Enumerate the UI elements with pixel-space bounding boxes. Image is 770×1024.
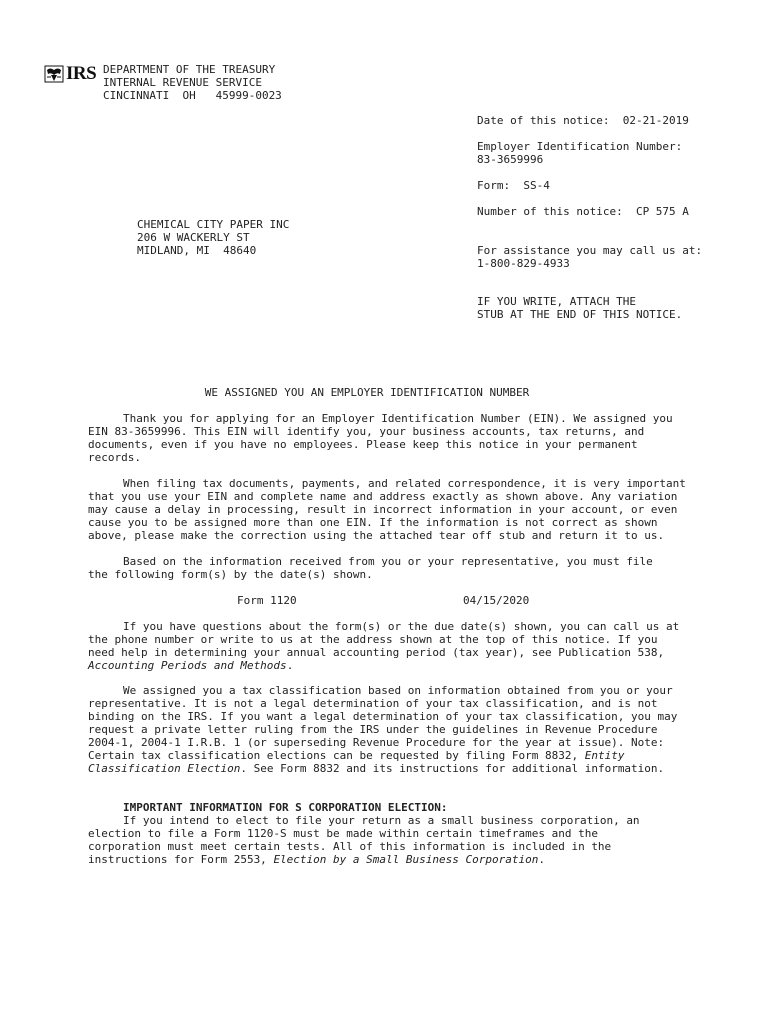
recipient-address [137, 218, 289, 257]
paragraph-4 [88, 620, 728, 672]
recipient-street: 206 W WACKERLY ST [137, 231, 250, 244]
paragraph-3: Based on the information received from you or your representative, you must file the following form(s) by the date(s) shown. [88, 555, 653, 581]
ein-block [477, 140, 682, 166]
eagle-icon [44, 64, 64, 84]
paragraph-5-end: . See Form 8832 and its instructions for additional information. [240, 762, 665, 775]
agency-line-2: INTERNAL REVENUE SERVICE [103, 76, 262, 89]
publication-title: Accounting Periods and Methods [88, 659, 287, 672]
notice-number: Number of this notice: CP 575 A [477, 205, 689, 218]
form-due-date: 04/15/2020 [463, 594, 530, 607]
important-heading [123, 788, 763, 814]
ein-label: Employer Identification Number: [477, 140, 683, 153]
agency-line-3: CINCINNATI OH 45999-0023 [103, 89, 282, 102]
notice-number-block [477, 205, 689, 218]
notice-title: WE ASSIGNED YOU AN EMPLOYER IDENTIFICATION NUMBER [204, 386, 530, 399]
agency-address [103, 63, 282, 102]
paragraph-1: Thank you for applying for an Employer Identification Number (EIN). We assigned you EIN 83-3659996. This EIN will identify you, your business accounts, tax returns, and documents, even if you have no employees. Please keep this notice in your permanent records. [88, 412, 673, 464]
important-heading-text: IMPORTANT INFORMATION FOR S CORPORATION ELECTION: [123, 801, 448, 814]
paragraph-4-end: . [286, 659, 294, 672]
form-2553-title: Election by a Small Business Corporation [273, 853, 539, 866]
paragraph-6 [88, 814, 728, 866]
paragraph-6-text: If you intend to elect to file your return as a small business corporation, an election to file a Form 1120-S must be made within certain timeframes and the corporation must meet certain tests. All of this information is included in the instructions for Form 2553, [88, 814, 640, 866]
irs-wordmark: IRS [66, 63, 97, 84]
form-block [477, 179, 550, 192]
recipient-city: MIDLAND, MI 48640 [137, 244, 257, 257]
paragraph-4-text: If you have questions about the form(s) or the due date(s) shown, you can call us at the phone number or write to us at the address shown at the top of this notice. If you need help in determining your annual accounting period (tax year), see Publication 538, [88, 620, 680, 659]
recipient-name: CHEMICAL CITY PAPER INC [137, 218, 290, 231]
assistance-block [477, 244, 702, 270]
paragraph-5 [88, 684, 728, 775]
write-line-2: STUB AT THE END OF THIS NOTICE. [477, 308, 683, 321]
paragraph-2: When filing tax documents, payments, and related correspondence, it is very important that you use your EIN and complete name and address exactly as shown above. Any variation may cause a delay in processing, result in incorrect information in your account, or even cause you to be assigned more than one EIN. If the information is not correct as shown above, please make the correction using the attached tear off stub and return it to us. [88, 477, 686, 542]
form-line: Form: SS-4 [477, 179, 550, 192]
notice-date-text: Date of this notice: 02-21-2019 [477, 114, 689, 127]
assistance-label: For assistance you may call us at: [477, 244, 703, 257]
ein-value: 83-3659996 [477, 153, 544, 166]
write-instruction [477, 295, 682, 321]
agency-line-1: DEPARTMENT OF THE TREASURY [103, 63, 276, 76]
form-name: Form 1120 [237, 594, 297, 607]
form-8832-title: Entity Classification Election [88, 749, 625, 775]
assistance-phone: 1-800-829-4933 [477, 257, 570, 270]
paragraph-5-text: We assigned you a tax classification based on information obtained from you or your representative. It is not a legal determination of your tax classification, and is not binding on the IRS. If you want a legal determination of your tax classification, you may request a private letter ruling from the IRS under the guidelines in Revenue Procedure 2004-1, 2004-1 I.R.B. 1 (or superseding Revenue Procedure for the year at issue). Note: Certain tax classification elections can be requested by filing Form 8832, [88, 684, 678, 762]
irs-logo [44, 64, 96, 84]
notice-date [477, 114, 689, 127]
write-line-1: IF YOU WRITE, ATTACH THE [477, 295, 636, 308]
paragraph-6-end: . [538, 853, 545, 866]
